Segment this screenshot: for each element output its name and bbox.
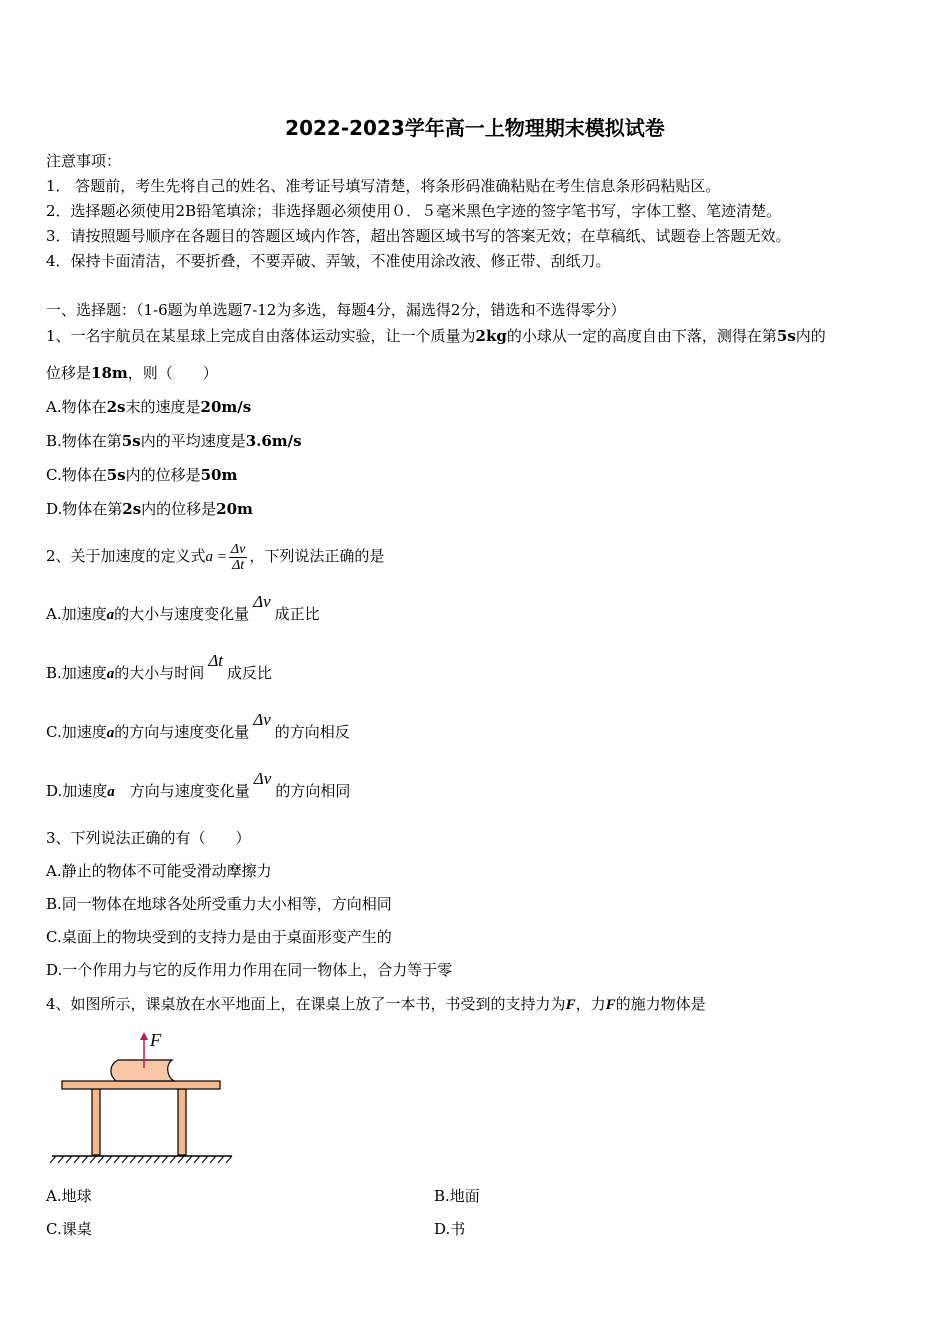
- q2-option-c: [46, 710, 350, 743]
- option-value: 20m: [216, 500, 253, 518]
- page-title: 2022-2023学年高一上物理期末模拟试卷: [285, 116, 665, 140]
- q4-option-d: D.书: [434, 1220, 466, 1238]
- q1-option-c: [46, 465, 237, 485]
- q3-option-c: C.桌面上的物块受到的支持力是由于桌面形变产生的: [46, 928, 392, 946]
- option-value: 50m: [200, 466, 238, 484]
- q2-option-b: [46, 651, 273, 684]
- q4-figure-table-book: [46, 1024, 246, 1169]
- q4-stem-text: 的施力物体是: [615, 995, 706, 1013]
- q2-stem: [46, 539, 384, 574]
- q1-stem-text: 位移是: [46, 364, 92, 382]
- q2-stem-text: 2、关于加速度的定义式: [46, 547, 206, 565]
- q4-option-a: A.地球: [46, 1187, 92, 1205]
- q1-option-b: [46, 431, 302, 451]
- notice-item: 3．请按照题号顺序在各题目的答题区域内作答，超出答题区域书写的答案无效；在草稿纸、试题卷上答题无效。: [46, 227, 791, 245]
- notice-item: 4．保持卡面清洁，不要折叠，不要弄破、弄皱，不准使用涂改液、修正带、刮纸刀。: [46, 252, 611, 270]
- option-text: C.加速度: [46, 723, 107, 741]
- q2-option-a: [46, 592, 320, 625]
- option-text: 末的速度是: [125, 398, 201, 416]
- q4-option-b: B.地面: [434, 1187, 480, 1205]
- option-variable: a: [106, 725, 115, 741]
- option-variable: a: [106, 666, 115, 682]
- book: [111, 1060, 174, 1081]
- option-symbol: Δt: [208, 651, 224, 670]
- ground-hatch: [50, 1156, 232, 1163]
- force-arrow-head: [140, 1032, 148, 1040]
- option-text: B.物体在第: [46, 432, 122, 450]
- option-text: 的大小与时间: [114, 664, 205, 682]
- q1-option-d: [46, 499, 253, 519]
- q1-stem-text: 1、一名宇航员在某星球上完成自由落体运动实验，让一个质量为: [46, 327, 476, 345]
- option-symbol: Δv: [253, 710, 271, 729]
- option-variable: a: [107, 784, 115, 800]
- q1-stem-line2: [46, 363, 218, 383]
- option-value: 5s: [106, 466, 126, 484]
- option-text: D.物体在第: [46, 500, 123, 518]
- q1-stem-text: 的小球从一定的高度自由下落，测得在第: [506, 327, 777, 345]
- option-variable: a: [106, 607, 115, 623]
- q2-stem-text: ，下列说法正确的是: [249, 547, 385, 565]
- q3-option-d: D.一个作用力与它的反作用力作用在同一物体上，合力等于零: [46, 961, 453, 979]
- option-value: 3.6m/s: [245, 432, 302, 450]
- q1-time: 5s: [776, 327, 796, 345]
- option-text: 成反比: [227, 664, 273, 682]
- notice-item: 2．选择题必须使用2B铅笔填涂；非选择题必须使用０．５毫米黑色字迹的签字笔书写，字体工整、笔迹清楚。: [46, 202, 782, 220]
- q4-stem: [46, 994, 706, 1015]
- option-text: 内的位移是: [125, 466, 201, 484]
- option-text: A.加速度: [46, 605, 107, 623]
- option-text: C.物体在: [46, 466, 107, 484]
- q3-option-a: A.静止的物体不可能受滑动摩擦力: [46, 862, 272, 880]
- option-text: 的大小与速度变化量: [114, 605, 250, 623]
- q1-mass: 2kg: [475, 327, 507, 345]
- option-value: 2s: [122, 500, 142, 518]
- q4-stem-text: ，力: [575, 995, 606, 1013]
- q4-force-symbol: F: [565, 997, 576, 1013]
- notice-heading: 注意事项：: [46, 152, 122, 170]
- option-text: 内的位移是: [141, 500, 217, 518]
- option-text: 的方向相同: [275, 782, 351, 800]
- option-text: B.加速度: [46, 664, 107, 682]
- q2-formula-lhs: a =: [205, 549, 227, 565]
- q4-stem-text: 4、如图所示，课桌放在水平地面上，在课桌上放了一本书，书受到的支持力为: [46, 995, 566, 1013]
- fraction-numerator: Δv: [230, 541, 246, 557]
- notice-item: 1． 答题前，考生先将自己的姓名、准考证号填写清楚，将条形码准确粘贴在考生信息条形码粘贴区。: [46, 177, 721, 195]
- force-label: F: [150, 1030, 161, 1050]
- option-text: D.加速度: [46, 782, 108, 800]
- q2-formula-fraction: [229, 542, 247, 573]
- table-leg-left: [92, 1089, 100, 1155]
- option-symbol: Δv: [253, 769, 272, 788]
- option-text: A.物体在: [46, 398, 107, 416]
- q1-stem-text: ，则（ ）: [127, 364, 218, 382]
- q4-option-c: C.课桌: [46, 1220, 92, 1238]
- q1-option-a: [46, 397, 251, 417]
- q2-option-d: [46, 769, 351, 802]
- q1-displacement: 18m: [91, 364, 128, 382]
- option-value: 2s: [106, 398, 126, 416]
- q3-stem: 3、下列说法正确的有（ ）: [46, 829, 251, 847]
- option-text: 的方向相反: [274, 723, 350, 741]
- option-text: 成正比: [274, 605, 320, 623]
- table-top: [62, 1081, 220, 1089]
- table-leg-right: [178, 1089, 186, 1155]
- q1-stem: [46, 326, 826, 346]
- fraction-denominator: Δt: [232, 557, 245, 573]
- section-heading: 一、选择题：（1-6题为单选题7-12为多选，每题4分，漏选得2分，错选和不选得零分）: [46, 301, 626, 319]
- q4-force-symbol: F: [605, 997, 616, 1013]
- q1-stem-text: 内的: [795, 327, 826, 345]
- option-value: 20m/s: [200, 398, 252, 416]
- option-symbol: Δv: [253, 592, 271, 611]
- option-text: 方向与速度变化量: [114, 782, 250, 800]
- option-text: 的方向与速度变化量: [114, 723, 250, 741]
- q3-option-b: B.同一物体在地球各处所受重力大小相等，方向相同: [46, 895, 392, 913]
- option-text: 内的平均速度是: [140, 432, 246, 450]
- option-value: 5s: [121, 432, 141, 450]
